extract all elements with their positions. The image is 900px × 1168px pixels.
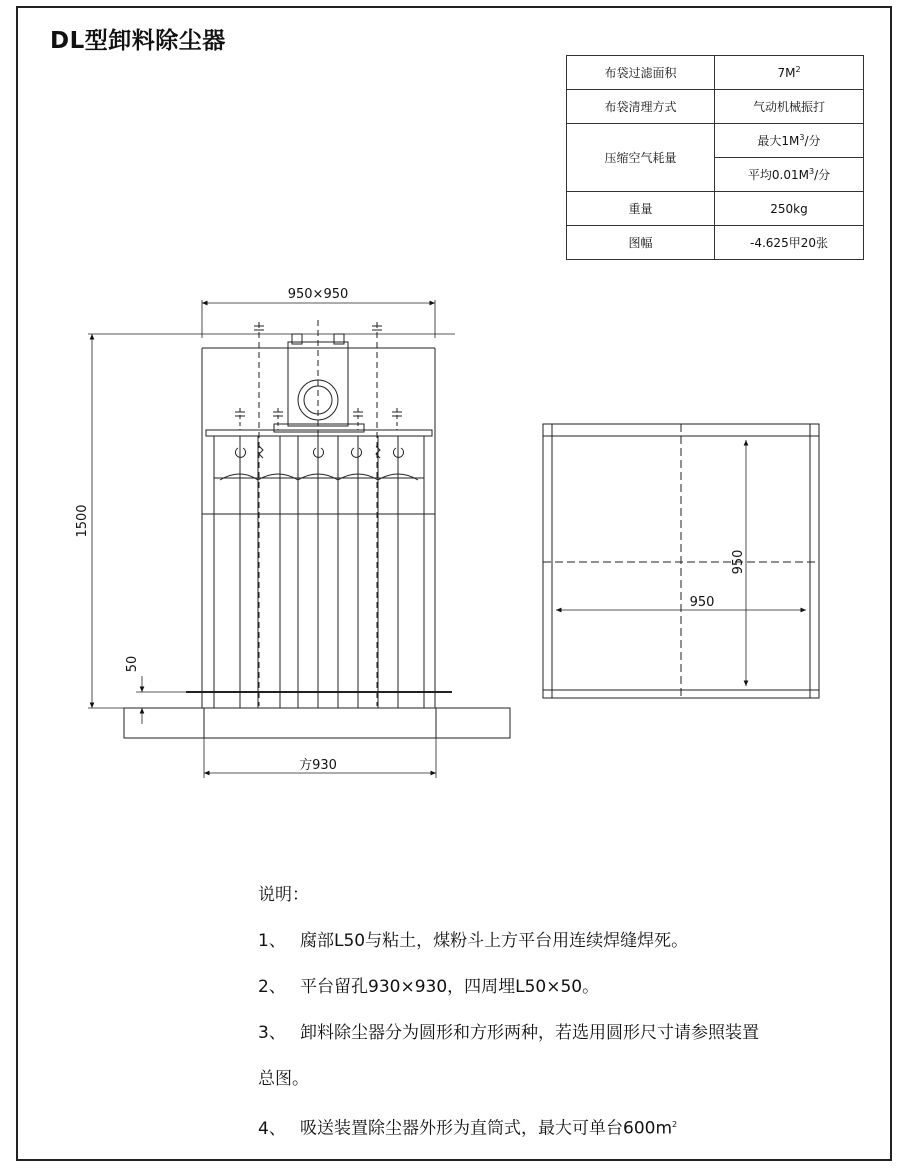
elevation-view	[88, 300, 510, 778]
dim-top-width: 950×950	[287, 287, 349, 302]
drawing-size-label: 图幅	[567, 226, 715, 260]
drawing-title: DL型卸料除尘器	[50, 28, 226, 54]
dim-plan-height: 950	[731, 549, 746, 575]
cleaning-value: 气动机械振打	[715, 90, 864, 124]
note-item: 2、 平台留孔930×930，四周埋L50×50。	[258, 977, 600, 997]
dim-plan-width: 950	[689, 595, 715, 610]
notes-section	[258, 880, 878, 1156]
filter-area-label: 布袋过滤面积	[567, 56, 715, 90]
air-label: 压缩空气耗量	[567, 124, 715, 192]
note-item: 3、 卸料除尘器分为圆形和方形两种，若选用圆形尺寸请参照装置	[258, 1023, 759, 1043]
filter-area-value: $7M^2$	[715, 56, 864, 90]
dim-height: 1500	[75, 504, 90, 538]
drawing-size-value: -4.625甲20张	[715, 226, 864, 260]
notes-heading: 说明：	[258, 885, 309, 905]
plan-view	[543, 424, 819, 698]
weight-label: 重量	[567, 192, 715, 226]
air-avg-value: 平均$0.01M^3/$分	[715, 158, 864, 192]
note-item: 1、 腐部L50与粘土，煤粉斗上方平台用连续焊缝焊死。	[258, 931, 689, 951]
dim-bottom-width: 方930	[299, 758, 337, 773]
air-max-value: 最大$1M^3/$分	[715, 124, 864, 158]
cleaning-label: 布袋清理方式	[567, 90, 715, 124]
note-item: 总图。	[258, 1069, 309, 1089]
dim-small-height: 50	[125, 655, 140, 673]
note-item: 4、 吸送装置除尘器外形为直筒式，最大可单台$600m^2$	[258, 1118, 678, 1139]
weight-value: 250kg	[715, 192, 864, 226]
